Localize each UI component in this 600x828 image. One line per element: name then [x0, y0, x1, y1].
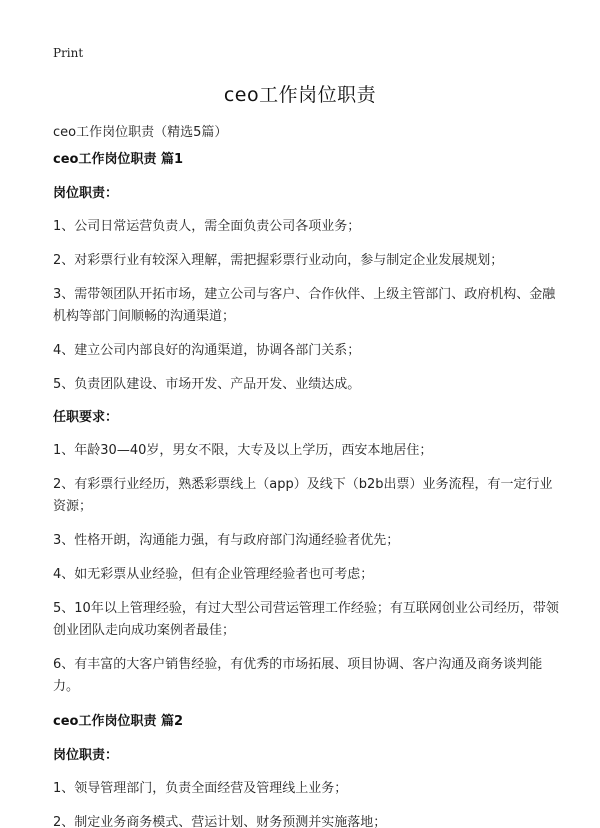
paragraph: 1、领导管理部门，负责全面经营及管理线上业务；: [53, 781, 348, 796]
paragraph: 2、有彩票行业经历，熟悉彩票线上（app）及线下（b2b出票）业务流程，有一定行业资源；: [53, 477, 553, 514]
paragraph: 5、负责团队建设、市场开发、产品开发、业绩达成。: [53, 377, 361, 392]
document-body: [53, 150, 563, 828]
paragraph: 5、10年以上管理经验，有过大型公司营运管理工作经验；有互联网创业公司经历，带领创业团队走向成功案例者最佳；: [53, 601, 559, 638]
paragraph: 3、需带领团队开拓市场，建立公司与客户、合作伙伴、上级主管部门、政府机构、金融机构等部门间顺畅的沟通渠道；: [53, 287, 556, 324]
paragraph: 2、制定业务商务模式、营运计划、财务预测并实施落地；: [53, 815, 387, 828]
paragraph: 1、公司日常运营负责人，需全面负责公司各项业务；: [53, 219, 361, 234]
paragraph: 3、性格开朗，沟通能力强，有与政府部门沟通经验者优先；: [53, 533, 400, 548]
section-subheading: 岗位职责：: [53, 186, 119, 201]
paragraph: 6、有丰富的大客户销售经验，有优秀的市场拓展、项目协调、客户沟通及商务谈判能力。: [53, 657, 543, 694]
paragraph: 2、对彩票行业有较深入理解，需把握彩票行业动向，参与制定企业发展规划；: [53, 253, 504, 268]
section-subheading: 任职要求：: [53, 410, 119, 425]
section-heading: ceo工作岗位职责 篇2: [53, 714, 184, 729]
document-subtitle: ceo工作岗位职责（精选5篇）: [53, 125, 228, 140]
section-heading: ceo工作岗位职责 篇1: [53, 152, 184, 167]
paragraph: 4、如无彩票从业经验，但有企业管理经验者也可考虑；: [53, 567, 374, 582]
section-subheading: 岗位职责：: [53, 748, 119, 763]
paragraph: 1、年龄30—40岁，男女不限，大专及以上学历，西安本地居住；: [53, 443, 433, 458]
print-label: Print: [53, 46, 84, 60]
document-title: ceo工作岗位职责: [223, 84, 377, 106]
paragraph: 4、建立公司内部良好的沟通渠道，协调各部门关系；: [53, 343, 361, 358]
